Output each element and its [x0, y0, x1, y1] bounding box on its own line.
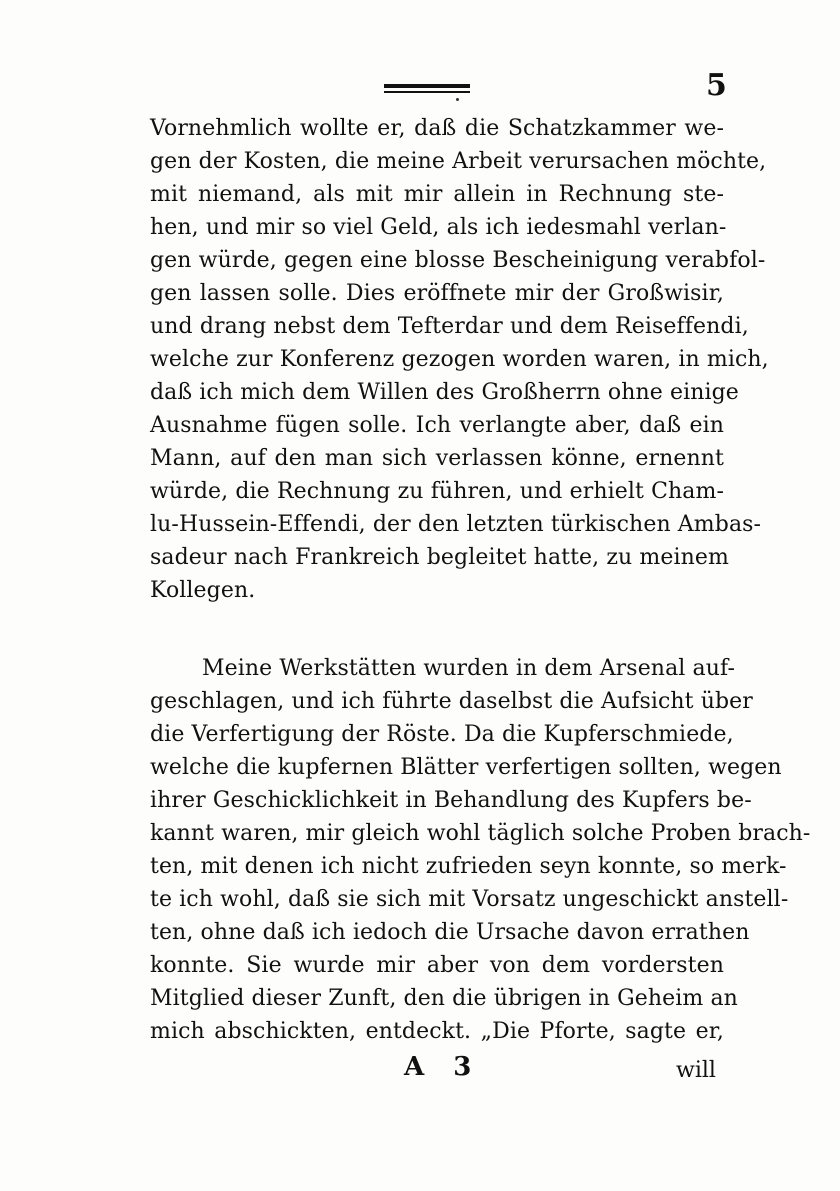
text-line: mich abschickten, entdeckt. „Die Pforte, sagte er, — [150, 1019, 724, 1044]
text-line: Vornehmlich wollte er, daß die Schatzkammer we- — [150, 116, 724, 141]
text-line: welche die kupfernen Blätter verfertigen sollten, wegen — [150, 755, 782, 780]
text-line: Mann, auf den man sich verlassen könne, ernennt — [150, 446, 724, 471]
text-line: Meine Werkstätten wurden in dem Arsenal auf- — [202, 656, 736, 681]
header-rule-thin — [384, 91, 470, 93]
text-line: sadeur nach Frankreich begleitet hatte, zu meinem — [150, 545, 729, 570]
text-line: und drang nebst dem Tefterdar und dem Reiseffendi, — [150, 314, 749, 339]
text-line: würde, die Rechnung zu führen, und erhielt Cham- — [150, 479, 724, 504]
header-rule — [384, 84, 470, 88]
signature-mark: A 3 — [404, 1052, 482, 1082]
text-line: ihrer Geschicklichkeit in Behandlung des Kupfers be- — [150, 788, 752, 813]
text-line: lu-Hussein-Effendi, der den letzten türkischen Ambas- — [150, 512, 762, 537]
text-line: welche zur Konferenz gezogen worden waren, in mich, — [150, 347, 769, 372]
text-line: Mitglied dieser Zunft, den die übrigen in Geheim an — [150, 986, 738, 1011]
page-number: 5 — [706, 68, 727, 103]
catchword: will — [676, 1058, 716, 1083]
text-line: geschlagen, und ich führte daselbst die Aufsicht über — [150, 689, 753, 714]
text-line: gen lassen solle. Dies eröffnete mir der Großwisir, — [150, 281, 724, 306]
text-line: mit niemand, als mit mir allein in Rechnung ste- — [150, 182, 724, 207]
text-line: Ausnahme fügen solle. Ich verlangte aber, daß ein — [150, 413, 724, 438]
text-line: hen, und mir so viel Geld, als ich iedesmahl verlan- — [150, 215, 727, 240]
header-ornament-dot — [456, 98, 459, 101]
paragraph-2 — [150, 652, 811, 1048]
text-line: kannt waren, mir gleich wohl täglich solche Proben brach- — [150, 821, 811, 846]
text-line: daß ich mich dem Willen des Großherrn ohne einige — [150, 380, 739, 405]
paragraph-1 — [150, 112, 769, 607]
text-line: konnte. Sie wurde mir aber von dem vordersten — [150, 953, 724, 978]
text-line: ten, ohne daß ich iedoch die Ursache davon errathen — [150, 920, 750, 945]
text-line: Kollegen. — [150, 578, 256, 603]
text-line: die Verfertigung der Röste. Da die Kupferschmiede, — [150, 722, 734, 747]
text-line: gen der Kosten, die meine Arbeit verursachen möchte, — [150, 149, 767, 174]
text-line: ten, mit denen ich nicht zufrieden seyn konnte, so merk- — [150, 854, 787, 879]
text-line: te ich wohl, daß sie sich mit Vorsatz ungeschickt anstell- — [150, 887, 789, 912]
text-line: gen würde, gegen eine blosse Bescheinigung verabfol- — [150, 248, 766, 273]
